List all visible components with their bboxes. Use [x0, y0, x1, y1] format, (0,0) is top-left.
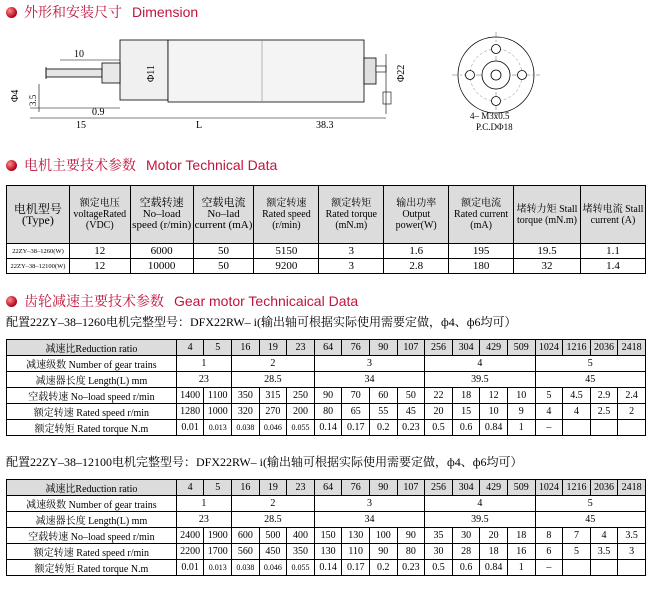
table-cell: 3	[319, 244, 384, 259]
table-cell: 0.14	[314, 420, 342, 436]
table-cell: 90	[397, 528, 425, 544]
table-cell: 3.5	[618, 528, 646, 544]
table-cell: 16	[507, 544, 535, 560]
table-cell: 35	[425, 528, 453, 544]
table-cell: 2036	[590, 340, 618, 356]
table-cell: 16	[232, 480, 260, 496]
table-cell: 5	[204, 340, 232, 356]
table-cell: 76	[342, 340, 370, 356]
table-cell	[618, 420, 646, 436]
table-cell: 50	[193, 244, 254, 259]
table-cell: 0.055	[287, 560, 315, 576]
table-cell: 45	[397, 404, 425, 420]
table-cell: 429	[480, 480, 508, 496]
table-header-row	[7, 340, 646, 356]
dimension-heading-en: Dimension	[132, 4, 199, 20]
table-cell: 64	[314, 480, 342, 496]
table-cell: 0.055	[287, 420, 315, 436]
table-cell: 100	[369, 528, 397, 544]
table-row	[7, 512, 646, 528]
table-cell: 90	[314, 388, 342, 404]
dim-holes: 4– M3x0.5	[470, 111, 510, 121]
table-cell: 130	[314, 544, 342, 560]
table-cell: 2.9	[590, 388, 618, 404]
table-cell	[590, 420, 618, 436]
table-cell: 5	[563, 544, 591, 560]
table-cell: –	[535, 420, 563, 436]
row-label: 空载转速 No–load speed r/min	[7, 528, 177, 544]
table-cell: 320	[232, 404, 260, 420]
table-cell: 39.5	[425, 372, 535, 388]
dim-10: 10	[74, 49, 84, 60]
table-cell: 18	[452, 388, 480, 404]
table-cell: 270	[259, 404, 287, 420]
table-cell: 3.5	[590, 544, 618, 560]
table-cell: 12	[480, 388, 508, 404]
table-cell: 10000	[130, 259, 193, 274]
table-cell: 0.038	[232, 420, 260, 436]
table-cell: 0.6	[452, 420, 480, 436]
table-cell: 45	[535, 372, 645, 388]
table-cell: 10	[480, 404, 508, 420]
table-row	[7, 372, 646, 388]
table-cell: 55	[369, 404, 397, 420]
table-cell: 4.5	[563, 388, 591, 404]
table-row	[7, 420, 646, 436]
table-cell: 70	[342, 388, 370, 404]
table-cell	[618, 560, 646, 576]
row-label: 额定转速 Rated speed r/min	[7, 404, 177, 420]
table-cell: 2036	[590, 480, 618, 496]
table-cell: 80	[397, 544, 425, 560]
table-cell: 1100	[204, 388, 232, 404]
dim-phi4: Φ4	[10, 89, 21, 102]
table-cell: 195	[449, 244, 514, 259]
motor-header-type: 电机型号 (Type)	[7, 186, 70, 244]
table-cell: 0.17	[342, 560, 370, 576]
motor-header-rated-torque: 额定转矩 Rated torque (mN.m)	[319, 186, 384, 244]
output-shaft	[46, 69, 102, 77]
table-cell: 2	[232, 356, 315, 372]
table-cell: 6	[535, 544, 563, 560]
table-cell: 4	[590, 528, 618, 544]
table-cell	[590, 560, 618, 576]
table-row	[7, 244, 646, 259]
table-cell: 0.046	[259, 420, 287, 436]
motor-header-noload-speed: 空载转速 No–load speed (r/min)	[130, 186, 193, 244]
table-cell: 0.5	[425, 420, 453, 436]
table-cell: 22ZY–38–1260(W)	[7, 244, 70, 259]
table-cell: 4	[425, 496, 535, 512]
motor-header-row	[7, 186, 646, 244]
table-cell: 23	[176, 372, 231, 388]
table-cell: 32	[514, 259, 581, 274]
table-row	[7, 388, 646, 404]
table-cell: 256	[425, 480, 453, 496]
table-cell: 2418	[618, 480, 646, 496]
dimension-drawing	[0, 24, 655, 134]
table-cell: 0.01	[176, 560, 204, 576]
bullet-icon	[6, 7, 17, 18]
table-cell: 107	[397, 480, 425, 496]
table-cell: 450	[259, 544, 287, 560]
motor-heading-cn: 电机主要技术参数	[24, 157, 136, 173]
row-label: 额定转速 Rated speed r/min	[7, 544, 177, 560]
row-label: 减速比Reduction ratio	[7, 480, 177, 496]
table-cell: 1900	[204, 528, 232, 544]
bullet-icon	[6, 296, 17, 307]
table-cell: 0.2	[369, 560, 397, 576]
table-cell: 2.8	[384, 259, 449, 274]
dim-38-3: 38.3	[316, 120, 334, 131]
table-cell: 34	[314, 372, 424, 388]
table-cell: 1700	[204, 544, 232, 560]
row-label: 减速器长度 Length(L) mm	[7, 512, 177, 528]
dim-L: L	[196, 120, 203, 131]
table-cell: 509	[507, 340, 535, 356]
table-cell: 5	[535, 496, 645, 512]
table-row	[7, 259, 646, 274]
table-cell: 45	[535, 512, 645, 528]
table-cell: 4	[176, 340, 204, 356]
table-cell: 1400	[176, 388, 204, 404]
table-cell: 304	[452, 340, 480, 356]
table-row	[7, 404, 646, 420]
table-cell: 5	[535, 388, 563, 404]
table-header-row	[7, 480, 646, 496]
motor-heading	[6, 155, 277, 175]
row-label: 减速级数 Number of gear trains	[7, 356, 177, 372]
table-cell: 1216	[563, 340, 591, 356]
table-cell: 23	[287, 340, 315, 356]
table-cell: 5	[204, 480, 232, 496]
table-cell: 2200	[176, 544, 204, 560]
motor-header-stall-current: 堵转电流 Stall current (A)	[581, 186, 646, 244]
dim-phi11: Φ11	[146, 65, 157, 82]
row-label: 减速器长度 Length(L) mm	[7, 372, 177, 388]
table-cell: 1000	[204, 404, 232, 420]
table-cell: 150	[314, 528, 342, 544]
table-cell: 1216	[563, 480, 591, 496]
table-cell: 8	[535, 528, 563, 544]
table-cell: 9	[507, 404, 535, 420]
table-cell: 34	[314, 512, 424, 528]
gear-config-1: 配置22ZY–38–1260电机完整型号：DFX22RW– i(输出轴可根据实际使用需要定做，ф4、ф6均可）	[6, 315, 517, 329]
dim-phi22: Φ22	[396, 64, 407, 82]
table-cell: 130	[342, 528, 370, 544]
table-cell: 22ZY–38–12100(W)	[7, 259, 70, 274]
motor-header-output-power: 输出功率 Output power(W)	[384, 186, 449, 244]
table-cell: 0.038	[232, 560, 260, 576]
table-cell: 0.01	[176, 420, 204, 436]
table-cell: 1	[507, 420, 535, 436]
table-cell: 4	[425, 356, 535, 372]
gear-table-1	[6, 339, 646, 436]
table-row	[7, 528, 646, 544]
row-label: 额定转矩 Rated torque N.m	[7, 420, 177, 436]
dim-3-5: 3.5	[28, 94, 38, 106]
table-cell: 2.5	[590, 404, 618, 420]
dim-pcd: P.C.DΦ18	[476, 122, 513, 132]
table-cell: 509	[507, 480, 535, 496]
table-cell: 30	[452, 528, 480, 544]
table-cell: 12	[69, 259, 130, 274]
table-cell: 15	[452, 404, 480, 420]
dim-0-9: 0.9	[92, 107, 105, 118]
table-cell: 19	[259, 480, 287, 496]
table-cell: 350	[232, 388, 260, 404]
table-cell: 250	[287, 388, 315, 404]
table-cell: 18	[507, 528, 535, 544]
dimension-heading	[6, 2, 198, 22]
table-cell: 200	[287, 404, 315, 420]
dim-15: 15	[76, 120, 86, 131]
table-cell: 3	[319, 259, 384, 274]
table-cell: 0.013	[204, 420, 232, 436]
table-cell: 0.14	[314, 560, 342, 576]
table-cell: 18	[480, 544, 508, 560]
table-cell: 90	[369, 544, 397, 560]
table-row	[7, 560, 646, 576]
table-cell: 90	[369, 480, 397, 496]
table-cell: 23	[287, 480, 315, 496]
table-cell: 12	[69, 244, 130, 259]
table-cell: 1024	[535, 340, 563, 356]
table-cell: 400	[287, 528, 315, 544]
table-cell: 180	[449, 259, 514, 274]
table-cell: 28.5	[232, 512, 315, 528]
table-cell: 5150	[254, 244, 319, 259]
table-cell: 39.5	[425, 512, 535, 528]
table-row	[7, 544, 646, 560]
motor-header-rated-current: 额定电流 Rated current (mA)	[449, 186, 514, 244]
table-cell: 28	[452, 544, 480, 560]
table-cell: 28.5	[232, 372, 315, 388]
gear-heading-cn: 齿轮减速主要技术参数	[24, 293, 164, 309]
gear-table-2	[6, 479, 646, 576]
table-cell: 1.6	[384, 244, 449, 259]
table-cell: 500	[259, 528, 287, 544]
table-cell: 76	[342, 480, 370, 496]
table-cell: 64	[314, 340, 342, 356]
table-cell: 1	[176, 496, 231, 512]
table-cell: 2	[618, 404, 646, 420]
table-cell: 5	[535, 356, 645, 372]
table-cell: 304	[452, 480, 480, 496]
table-cell: 1	[176, 356, 231, 372]
table-cell: 23	[176, 512, 231, 528]
table-cell: 600	[232, 528, 260, 544]
gearbox-body	[120, 40, 168, 100]
table-cell: 22	[425, 388, 453, 404]
table-cell: 2400	[176, 528, 204, 544]
table-cell: 20	[480, 528, 508, 544]
table-cell: 0.23	[397, 560, 425, 576]
table-cell: 0.84	[480, 420, 508, 436]
table-cell: 350	[287, 544, 315, 560]
table-cell: 1280	[176, 404, 204, 420]
table-cell: 7	[563, 528, 591, 544]
end-view	[452, 32, 540, 118]
table-cell: 560	[232, 544, 260, 560]
table-cell: 50	[397, 388, 425, 404]
table-cell: 30	[425, 544, 453, 560]
table-cell: 2	[232, 496, 315, 512]
gear-config-2: 配置22ZY–38–12100电机完整型号：DFX22RW– i(输出轴可根据实际使用需要定做，ф4、ф6均可）	[6, 455, 523, 469]
table-cell: 16	[232, 340, 260, 356]
table-cell: 0.84	[480, 560, 508, 576]
table-cell: 19	[259, 340, 287, 356]
table-cell: 3	[314, 356, 424, 372]
dimension-heading-cn: 外形和安装尺寸	[24, 4, 122, 20]
table-cell: 6000	[130, 244, 193, 259]
motor-header-rated-speed: 额定转速 Rated speed (r/min)	[254, 186, 319, 244]
table-cell: 2.4	[618, 388, 646, 404]
table-cell: 9200	[254, 259, 319, 274]
table-cell	[563, 420, 591, 436]
table-cell: 1.1	[581, 244, 646, 259]
table-cell: 65	[342, 404, 370, 420]
table-cell: 3	[618, 544, 646, 560]
table-cell: 4	[563, 404, 591, 420]
motor-heading-en: Motor Technical Data	[146, 157, 278, 173]
table-cell: 0.013	[204, 560, 232, 576]
table-cell	[563, 560, 591, 576]
table-row	[7, 356, 646, 372]
table-cell: 3	[314, 496, 424, 512]
table-cell: 110	[342, 544, 370, 560]
row-label: 空载转速 No–load speed r/min	[7, 388, 177, 404]
table-cell: 0.6	[452, 560, 480, 576]
row-label: 减速比Reduction ratio	[7, 340, 177, 356]
motor-header-voltage: 额定电压 voltageRated (VDC)	[69, 186, 130, 244]
table-cell: 315	[259, 388, 287, 404]
table-cell: 0.2	[369, 420, 397, 436]
table-cell: 0.5	[425, 560, 453, 576]
table-cell: 429	[480, 340, 508, 356]
table-cell: 1024	[535, 480, 563, 496]
table-cell: 107	[397, 340, 425, 356]
gear-heading	[6, 291, 358, 311]
table-cell: 0.23	[397, 420, 425, 436]
table-row	[7, 496, 646, 512]
table-cell: 0.046	[259, 560, 287, 576]
gear-heading-en: Gear motor Technicaical Data	[174, 293, 359, 309]
table-cell: 50	[193, 259, 254, 274]
bullet-icon	[6, 160, 17, 171]
table-cell: 1	[507, 560, 535, 576]
row-label: 额定转矩 Rated torque N.m	[7, 560, 177, 576]
table-cell: 4	[535, 404, 563, 420]
table-cell: 60	[369, 388, 397, 404]
motor-header-noload-current: 空载电流 No–lad current (mA)	[193, 186, 254, 244]
table-cell: –	[535, 560, 563, 576]
row-label: 减速级数 Number of gear trains	[7, 496, 177, 512]
table-cell: 0.17	[342, 420, 370, 436]
table-cell: 90	[369, 340, 397, 356]
motor-header-stall-torque: 堵转力矩 Stall torque (mN.m)	[514, 186, 581, 244]
table-cell: 10	[507, 388, 535, 404]
table-cell: 80	[314, 404, 342, 420]
motor-data-table	[6, 185, 646, 274]
table-cell: 20	[425, 404, 453, 420]
table-cell: 4	[176, 480, 204, 496]
table-cell: 19.5	[514, 244, 581, 259]
table-cell: 2418	[618, 340, 646, 356]
table-cell: 256	[425, 340, 453, 356]
table-cell: 1.4	[581, 259, 646, 274]
motor-body	[168, 40, 364, 102]
